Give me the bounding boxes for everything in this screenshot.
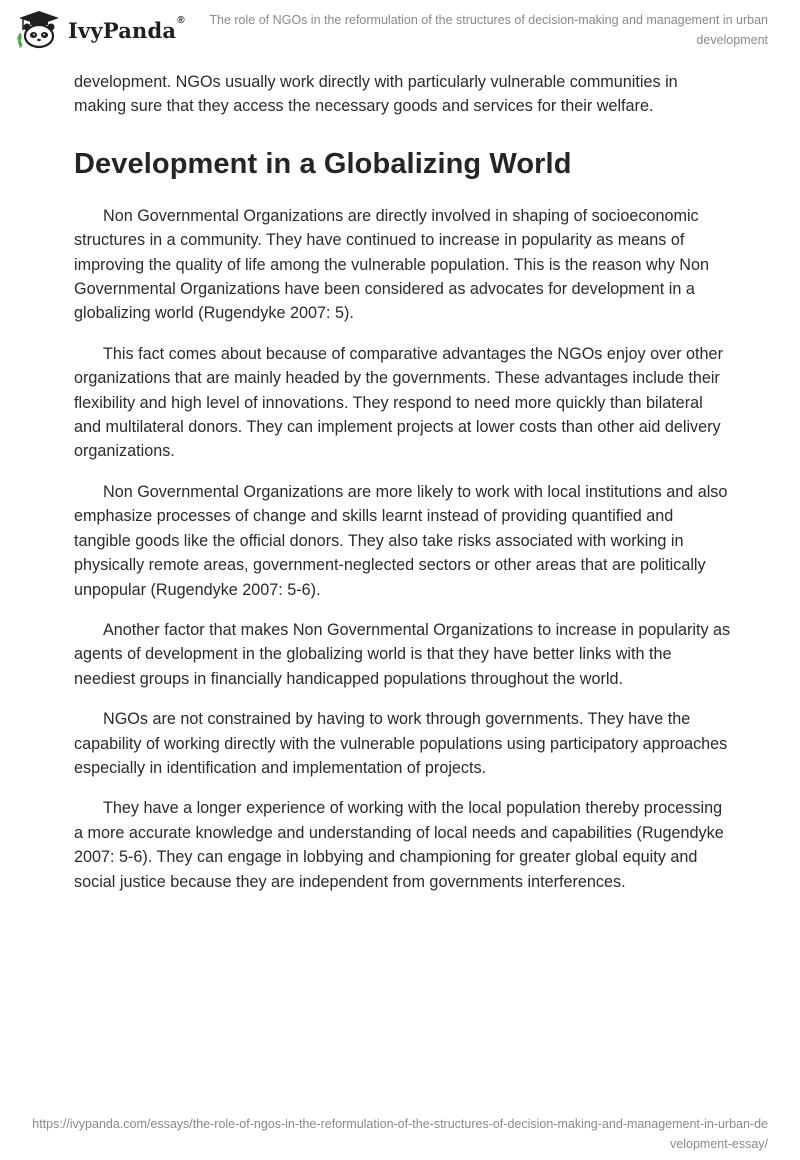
paragraph-1: Non Governmental Organizations are directly involved in shaping of socioeconomic structures in a community. They have continued to increase in popularity as means of improving the quality of life among the vulnerable population. This is the reason why Non Governmental Organizations have been considered as advocates for development in a globalizing world (Rugendyke 2007: 5).	[74, 206, 709, 323]
page-header	[0, 0, 800, 60]
registered-mark: ®	[177, 14, 185, 26]
paragraph-3: Non Governmental Organizations are more likely to work with local institutions and also emphasize processes of change and skills learnt instead of providing quantified and tangible goods like the official donors. They also take risks associated with working in physically remote areas, government-neglected sectors or other areas that are politically unpopular (Rugendyke 2007: 5-6).	[74, 482, 728, 599]
logo-wordmark: IvyPanda	[68, 17, 177, 43]
panda-graduate-icon	[14, 9, 64, 49]
paragraph-2: This fact comes about because of comparative advantages the NGOs enjoy over other organizations that are mainly headed by the governments. These advantages include their flexibility and high level of innovations. They respond to need more quickly than bilateral and multilateral donors. They can implement projects at lower costs than other aid delivery organizations.	[74, 344, 723, 461]
section-heading: Development in a Globalizing World	[74, 147, 572, 180]
source-url[interactable]: https://ivypanda.com/essays/the-role-of-ngos-in-the-reformulation-of-the-structures-of-decision-making-and-management-in-urban-development-essay/	[32, 1117, 768, 1151]
paragraph-5: NGOs are not constrained by having to work through governments. They have the capability of working directly with the vulnerable populations using participatory approaches especially in identification and implementation of projects.	[74, 710, 728, 777]
document-title: The role of NGOs in the reformulation of the structures of decision-making and management in urban development	[209, 13, 768, 47]
ivypanda-logo[interactable]	[14, 9, 185, 49]
article-body	[74, 70, 734, 910]
paragraph-4: Another factor that makes Non Governmental Organizations to increase in popularity as agents of development in the globalizing world is that they have better links with the neediest groups in financially handicapped populations throughout the world.	[74, 620, 731, 688]
paragraph-6: They have a longer experience of working with the local population thereby processing a more accurate knowledge and understanding of local needs and capabilities (Rugendyke 2007: 5-6). They can engage in lobbying and championing for greater global equity and social justice because they are independent from governments interferences.	[74, 799, 724, 891]
lead-paragraph: development. NGOs usually work directly with particularly vulnerable communities in making sure that they access the necessary goods and services for their welfare.	[74, 73, 678, 116]
